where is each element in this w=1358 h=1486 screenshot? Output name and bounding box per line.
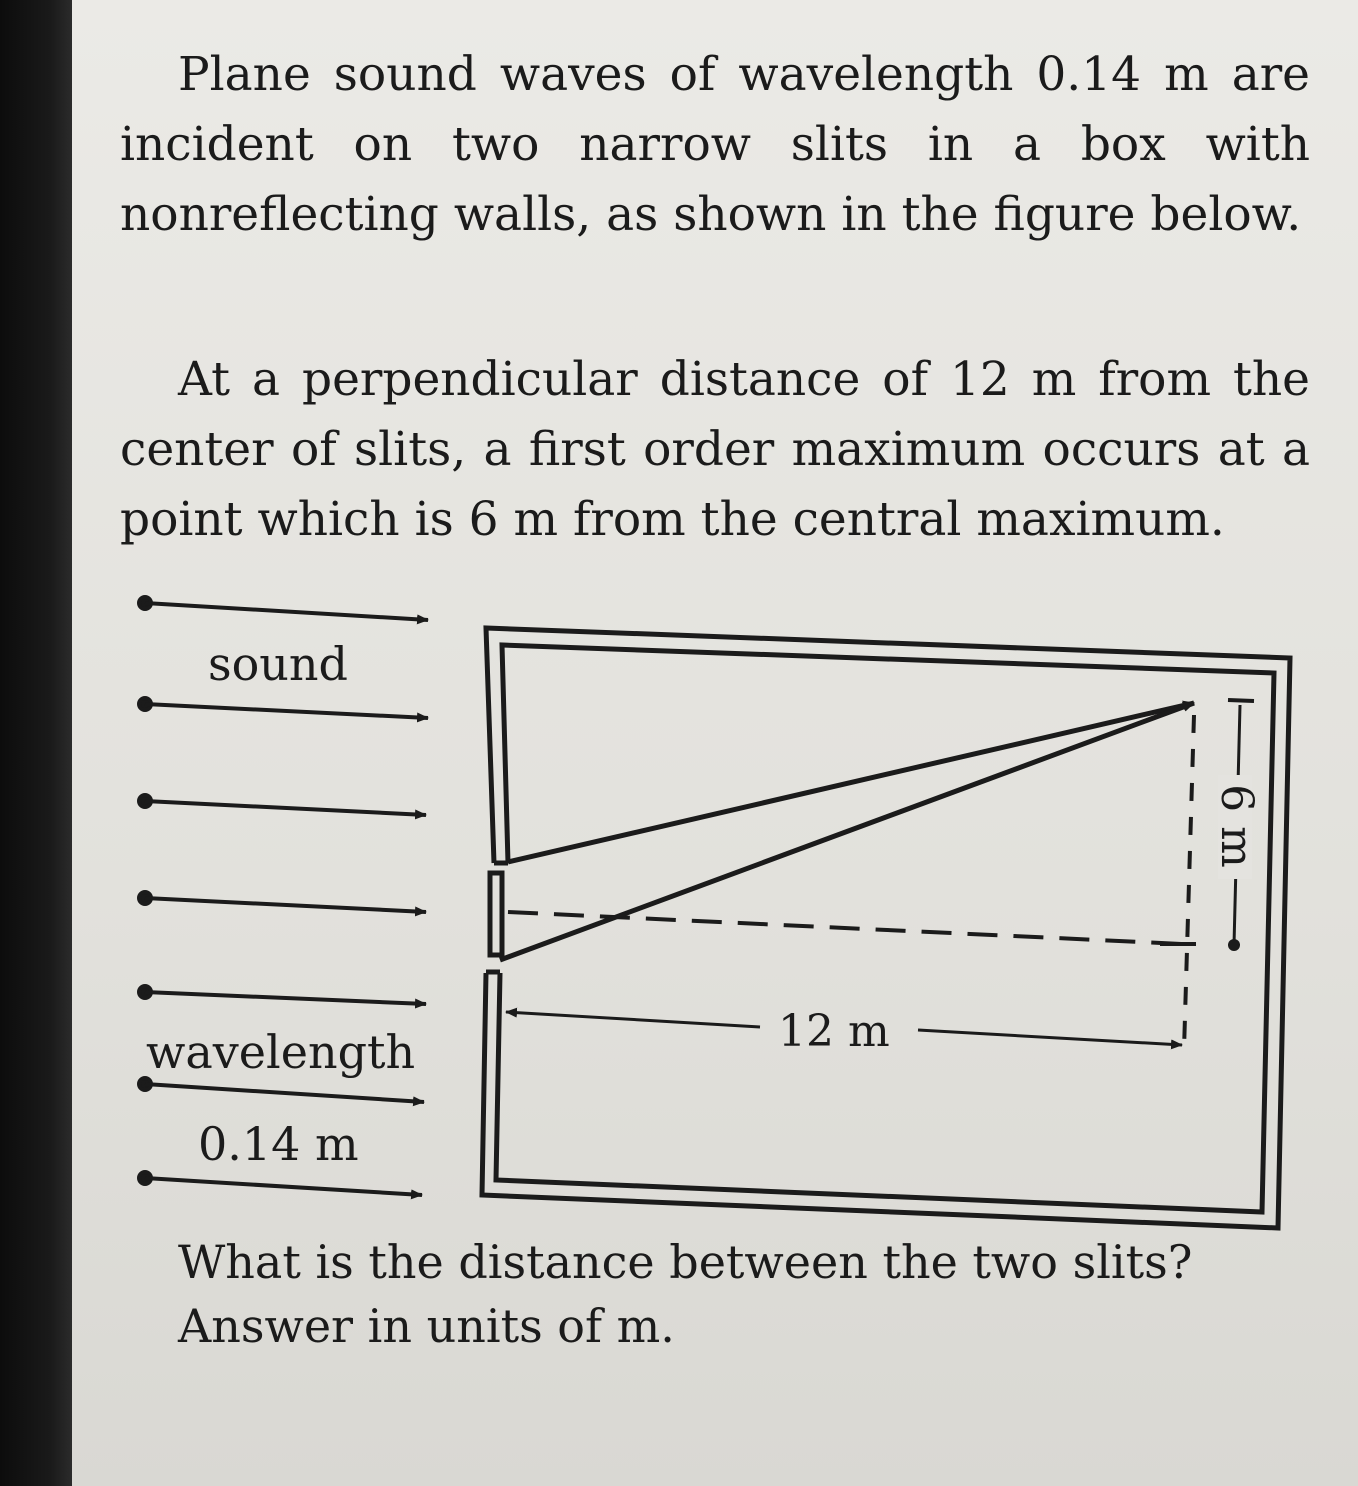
paragraph-2-text: At a perpendicular distance of 12 m from the center of slits, a first order maximum occurs at a point which is 6 m from the central maximum. <box>120 352 1310 547</box>
wave-arrow <box>139 1172 422 1195</box>
label-wavelength-value: 0.14 m <box>198 1117 359 1171</box>
ray-from-bottom-slit <box>500 703 1194 960</box>
wave-arrow <box>139 1078 424 1102</box>
label-wavelength: wavelength <box>146 1025 416 1079</box>
wave-arrow <box>139 795 426 815</box>
label-distance-12m: 12 m <box>778 1006 890 1057</box>
wave-arrow <box>139 986 426 1004</box>
screen-dashed-line <box>1184 715 1194 1050</box>
label-sound: sound <box>208 637 348 691</box>
central-axis-dashed <box>508 912 1182 944</box>
wave-arrow <box>139 597 428 620</box>
offset-6m-dimension <box>1211 700 1262 951</box>
question-block <box>178 1230 1192 1358</box>
label-offset-6m: 6 m <box>1211 784 1262 868</box>
question-line-1: What is the distance between the two slits? <box>178 1235 1193 1289</box>
slit-barrier-middle <box>490 873 502 955</box>
question-line-2: Answer in units of m. <box>178 1299 675 1353</box>
paragraph-1-text: Plane sound waves of wavelength 0.14 m are incident on two narrow slits in a box with nonreflecting walls, as shown in the figure below. <box>120 47 1310 242</box>
ray-from-top-slit <box>508 703 1194 862</box>
wave-arrow <box>139 892 426 912</box>
rays-to-first-maximum <box>500 703 1194 960</box>
wave-arrow <box>139 698 428 718</box>
